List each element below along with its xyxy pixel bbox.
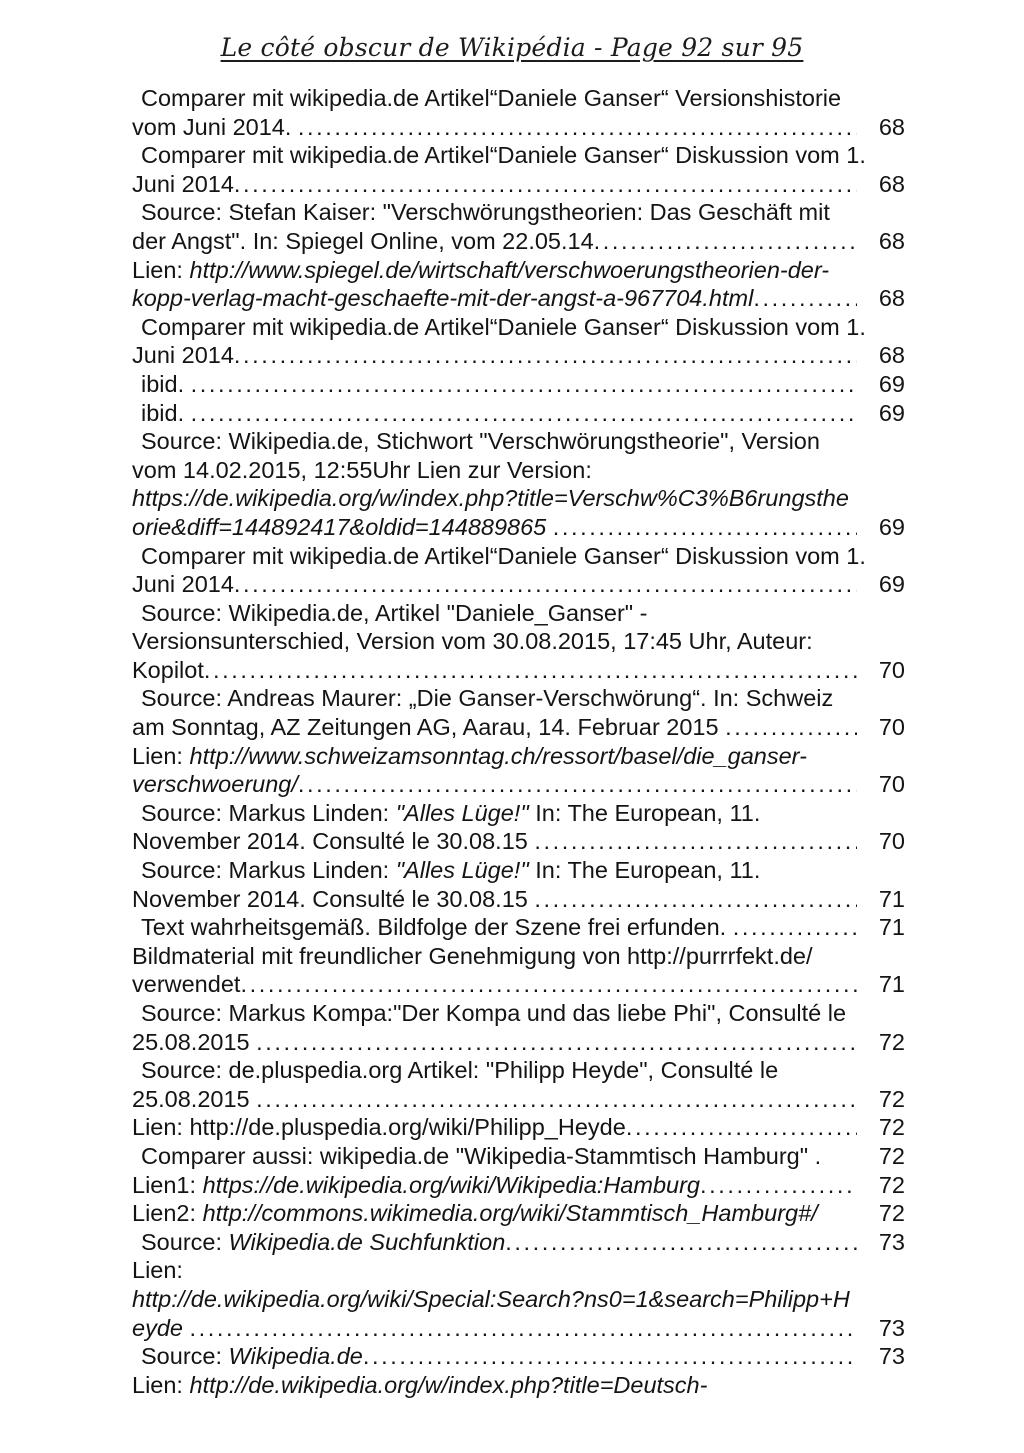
- toc-line-text: [132, 256, 829, 285]
- toc-line: [132, 970, 905, 999]
- toc-line-text: [141, 198, 830, 227]
- dot-leader: [505, 1228, 857, 1257]
- toc-text-run: Source: Wikipedia.de, Artikel "Daniele_Ganser" -: [141, 599, 648, 626]
- toc-line-text: [132, 827, 534, 856]
- dot-leader: [363, 1342, 857, 1371]
- running-title: Le côté obscur de Wikipédia - Page 92 sur 95: [220, 33, 804, 62]
- toc-line: [132, 399, 905, 428]
- toc-page-number: 71: [878, 885, 905, 912]
- toc-text-run: Juni 2014: [132, 342, 234, 369]
- toc-line-text: [132, 1371, 707, 1400]
- toc-line-text: [132, 742, 807, 771]
- toc-line-text: [141, 313, 866, 342]
- toc-line: [132, 256, 905, 285]
- dot-leader: [594, 227, 857, 256]
- toc-line-text: [141, 913, 733, 942]
- toc-text-run: Source: Markus Linden:: [141, 857, 396, 884]
- toc-text-run-italic: http://commons.wikimedia.org/wiki/Stammtisch_Hamburg#/: [202, 1200, 818, 1227]
- toc-text-run: Juni 2014: [132, 170, 234, 197]
- toc-line: [132, 742, 905, 771]
- toc-text-run: Source:: [141, 1343, 229, 1370]
- toc-text-run: Lien:: [132, 742, 190, 769]
- page-header: [0, 33, 1024, 62]
- toc-text-run-italic: https://de.wikipedia.org/wiki/Wikipedia:Hamburg: [202, 1171, 700, 1198]
- toc-line: [132, 227, 905, 256]
- dot-leader: [534, 885, 857, 914]
- toc-line-text: [141, 1056, 778, 1085]
- toc-line: [132, 684, 905, 713]
- toc-page-number: 68: [878, 285, 905, 312]
- toc-text-run: verwendet: [132, 971, 241, 998]
- toc-line-text: [141, 684, 833, 713]
- toc-line-text: [132, 1199, 818, 1228]
- toc-line-text: [141, 1142, 828, 1171]
- toc-page-number: 72: [878, 1142, 905, 1169]
- toc-text-run-italic: http://de.wikipedia.org/wiki/Special:Search?ns0=1&search=Philipp+H: [132, 1285, 850, 1312]
- toc-line: [132, 1085, 905, 1114]
- dot-leader: [191, 399, 857, 428]
- toc-line: [132, 370, 905, 399]
- toc-page-number: 69: [878, 370, 905, 397]
- toc-page-number: 69: [878, 399, 905, 426]
- toc-text-run: der Angst". In: Spiegel Online, vom 22.05.14: [132, 227, 594, 254]
- toc-line-text: [132, 1113, 626, 1142]
- toc-page-number: 73: [878, 1314, 905, 1341]
- toc-page-number: 72: [878, 1200, 905, 1227]
- toc-page-number: 69: [878, 513, 905, 540]
- toc-line-text: [132, 1256, 183, 1285]
- dot-leader: [191, 370, 857, 399]
- dot-leader: [256, 1028, 857, 1057]
- toc-page-number: 72: [878, 1171, 905, 1198]
- dot-leader: [256, 1085, 857, 1114]
- toc-text-run-italic: Wikipedia.de Suchfunktion: [228, 1228, 506, 1255]
- toc-line-text: [141, 1228, 505, 1257]
- toc-line: [132, 427, 905, 456]
- toc-line-text: [141, 999, 846, 1028]
- toc-line-text: [141, 542, 866, 571]
- dot-leader: [240, 970, 857, 999]
- toc-page-number: 71: [878, 971, 905, 998]
- toc-line-text: [132, 885, 534, 914]
- toc-line: [132, 456, 905, 485]
- toc-text-run: November 2014. Consulté le 30.08.15: [132, 828, 535, 855]
- toc-line: [132, 284, 905, 313]
- toc-text-run: Comparer mit wikipedia.de Artikel“Daniele Ganser“ Diskussion vom 1.: [141, 313, 866, 340]
- toc-line: [132, 341, 905, 370]
- toc-text-run: Lien1:: [132, 1171, 203, 1198]
- dot-leader: [700, 1171, 857, 1200]
- dot-leader: [725, 713, 857, 742]
- toc-text-run-italic: orie&diff=144892417&oldid=144889865: [132, 513, 553, 540]
- toc-page-number: 68: [878, 170, 905, 197]
- toc-line-text: [132, 484, 849, 513]
- toc-text-run: Comparer mit wikipedia.de Artikel“Daniele Ganser“ Diskussion vom 1.: [141, 142, 866, 169]
- toc-line-text: [132, 341, 234, 370]
- toc-line-text: [132, 1085, 256, 1114]
- toc-page-number: 72: [878, 1028, 905, 1055]
- toc-line-text: [132, 1028, 256, 1057]
- toc-page-number: 73: [878, 1343, 905, 1370]
- toc-text-run: Comparer mit wikipedia.de Artikel“Daniele Ganser“ Diskussion vom 1.: [141, 542, 866, 569]
- toc-text-run: Comparer mit wikipedia.de Artikel“Daniele Ganser“ Versionshistorie: [141, 85, 842, 111]
- dot-leader: [298, 113, 857, 142]
- toc-line-text: [141, 84, 841, 113]
- toc-line: [132, 1171, 905, 1200]
- toc-line-text: [132, 627, 813, 656]
- toc-page-number: 70: [878, 714, 905, 741]
- dot-leader: [234, 341, 857, 370]
- toc-page-number: 73: [878, 1228, 905, 1255]
- toc-text-run: Kopilot: [132, 656, 204, 683]
- toc-text-run: In: The European, 11.: [528, 857, 761, 884]
- toc-text-run: November 2014. Consulté le 30.08.15: [132, 885, 535, 912]
- toc-line-text: [132, 970, 240, 999]
- toc-text-run-italic: kopp-verlag-macht-geschaefte-mit-der-angst-a-967704.html: [132, 285, 754, 312]
- toc-text-run: Lien:: [132, 256, 190, 283]
- toc-text-run: Source: Markus Kompa:"Der Kompa und das liebe Phi", Consulté le: [141, 1000, 847, 1026]
- toc-text-run: vom 14.02.2015, 12:55Uhr Lien zur Version:: [132, 456, 592, 483]
- toc-line-text: [141, 599, 648, 628]
- toc-text-run-italic: "Alles Lüge!": [395, 857, 529, 884]
- toc-line: [132, 713, 905, 742]
- toc-text-run: 25.08.2015: [132, 1028, 257, 1055]
- toc-line: [132, 913, 905, 942]
- toc-text-run: Source:: [141, 1228, 229, 1255]
- toc-text-run: In: The European, 11.: [528, 799, 761, 826]
- toc-line-text: [132, 170, 234, 199]
- dot-leader: [553, 513, 857, 542]
- toc-line-text: [132, 713, 725, 742]
- toc-line: [132, 1199, 905, 1228]
- toc-line: [132, 198, 905, 227]
- toc-text-run: Source: Stefan Kaiser: "Verschwörungstheorien: Das Geschäft mit: [141, 199, 830, 226]
- toc-line-text: [132, 284, 753, 313]
- toc-page-number: 72: [878, 1085, 905, 1112]
- toc-line: [132, 599, 905, 628]
- toc-line-text: [141, 799, 760, 828]
- toc-text-run: Source: Wikipedia.de, Stichwort "Verschwörungstheorie", Version: [141, 428, 820, 455]
- dot-leader: [234, 170, 857, 199]
- toc-text-run-italic: http://de.wikipedia.org/w/index.php?title=Deutsch-: [189, 1371, 708, 1398]
- toc-line-text: [132, 656, 204, 685]
- toc-line-text: [132, 770, 298, 799]
- toc-text-run: Source: de.pluspedia.org Artikel: "Philipp Heyde", Consulté le: [141, 1057, 779, 1084]
- toc-text-run: Lien: http://de.pluspedia.org/wiki/Philipp_Heyde: [132, 1114, 626, 1141]
- toc-line: [132, 1113, 905, 1142]
- toc-line: [132, 1056, 905, 1085]
- toc-text-run: Lien2:: [132, 1200, 203, 1227]
- toc-line: [132, 113, 905, 142]
- toc-text-run: vom Juni 2014.: [132, 113, 298, 140]
- toc-line: [132, 827, 905, 856]
- toc-text-run-italic: Wikipedia.de: [228, 1343, 363, 1370]
- toc-text-run: Text wahrheitsgemäß. Bildfolge der Szene frei erfunden.: [141, 914, 733, 941]
- toc-line: [132, 770, 905, 799]
- toc-text-run: Lien:: [132, 1371, 190, 1398]
- toc-page-number: 70: [878, 771, 905, 798]
- toc-page-number: 69: [878, 571, 905, 598]
- toc-line-text: [132, 1285, 850, 1314]
- dot-leader: [626, 1113, 857, 1142]
- toc-line-text: [132, 570, 234, 599]
- toc-page-number: 70: [878, 828, 905, 855]
- toc-line: [132, 1228, 905, 1257]
- toc-text-run: Lien:: [132, 1257, 183, 1284]
- toc-line: [132, 885, 905, 914]
- dot-leader: [534, 827, 857, 856]
- toc-text-run: Versionsunterschied, Version vom 30.08.2015, 17:45 Uhr, Auteur:: [132, 628, 813, 655]
- toc-text-run: ibid.: [141, 399, 191, 426]
- dot-leader: [298, 770, 857, 799]
- toc-line-text: [132, 1314, 190, 1343]
- toc-line: [132, 799, 905, 828]
- toc-line: [132, 484, 905, 513]
- dot-leader: [753, 284, 857, 313]
- toc-line-text: [141, 399, 191, 428]
- toc-text-run: Comparer aussi: wikipedia.de "Wikipedia-Stammtisch Hamburg" .: [141, 1142, 828, 1169]
- toc-text-run: ibid.: [141, 370, 191, 397]
- toc-line: [132, 1256, 905, 1285]
- toc-text-run-italic: https://de.wikipedia.org/w/index.php?title=Verschw%C3%B6rungsthe: [132, 485, 849, 512]
- toc-line: [132, 1142, 905, 1171]
- toc-text-run: 25.08.2015: [132, 1085, 257, 1112]
- toc-line: [132, 570, 905, 599]
- toc-line: [132, 627, 905, 656]
- toc-line-text: [132, 1171, 700, 1200]
- toc-line: [132, 84, 905, 113]
- toc-line-text: [141, 370, 191, 399]
- toc-line-text: [141, 856, 760, 885]
- toc-line-text: [132, 942, 813, 971]
- toc-line: [132, 313, 905, 342]
- toc-page-number: 68: [878, 113, 905, 140]
- dot-leader: [190, 1314, 858, 1343]
- toc-page-number: 71: [878, 914, 905, 941]
- toc-line-text: [132, 456, 592, 485]
- toc-line-text: [141, 427, 820, 456]
- toc-line: [132, 856, 905, 885]
- toc-line: [132, 513, 905, 542]
- toc-list: [132, 84, 905, 1399]
- dot-leader: [204, 656, 857, 685]
- toc-line: [132, 1342, 905, 1371]
- toc-line-text: [132, 227, 594, 256]
- toc-line: [132, 170, 905, 199]
- toc-page-number: 70: [878, 656, 905, 683]
- toc-line: [132, 1371, 905, 1400]
- toc-line: [132, 656, 905, 685]
- toc-text-run-italic: eyde: [132, 1314, 190, 1341]
- toc-text-run: Bildmaterial mit freundlicher Genehmigung von http://purrrfekt.de/: [132, 942, 813, 969]
- toc-page-number: 68: [878, 342, 905, 369]
- toc-text-run: Source: Andreas Maurer: „Die Ganser-Verschwörung“. In: Schweiz: [141, 685, 834, 712]
- dot-leader: [234, 570, 857, 599]
- toc-line: [132, 999, 905, 1028]
- toc-text-run-italic: "Alles Lüge!": [395, 799, 529, 826]
- toc-text-run-italic: http://www.schweizamsonntag.ch/ressort/basel/die_ganser-: [189, 742, 807, 769]
- toc-line: [132, 1285, 905, 1314]
- toc-page-number: 72: [878, 1114, 905, 1141]
- toc-text-run: Source: Markus Linden:: [141, 799, 396, 826]
- toc-text-run-italic: verschwoerung/: [132, 771, 298, 798]
- toc-line-text: [132, 513, 553, 542]
- toc-line: [132, 542, 905, 571]
- toc-line: [132, 141, 905, 170]
- toc-line-text: [141, 1342, 363, 1371]
- toc-line: [132, 1314, 905, 1343]
- toc-text-run-italic: http://www.spiegel.de/wirtschaft/verschwoerungstheorien-der-: [189, 256, 830, 283]
- toc-line: [132, 1028, 905, 1057]
- toc-line-text: [132, 113, 298, 142]
- dot-leader: [733, 913, 857, 942]
- toc-text-run: Juni 2014: [132, 571, 234, 598]
- toc-line-text: [141, 141, 866, 170]
- toc-line: [132, 942, 905, 971]
- toc-text-run: am Sonntag, AZ Zeitungen AG, Aarau, 14. Februar 2015: [132, 714, 726, 741]
- toc-page-number: 68: [878, 227, 905, 254]
